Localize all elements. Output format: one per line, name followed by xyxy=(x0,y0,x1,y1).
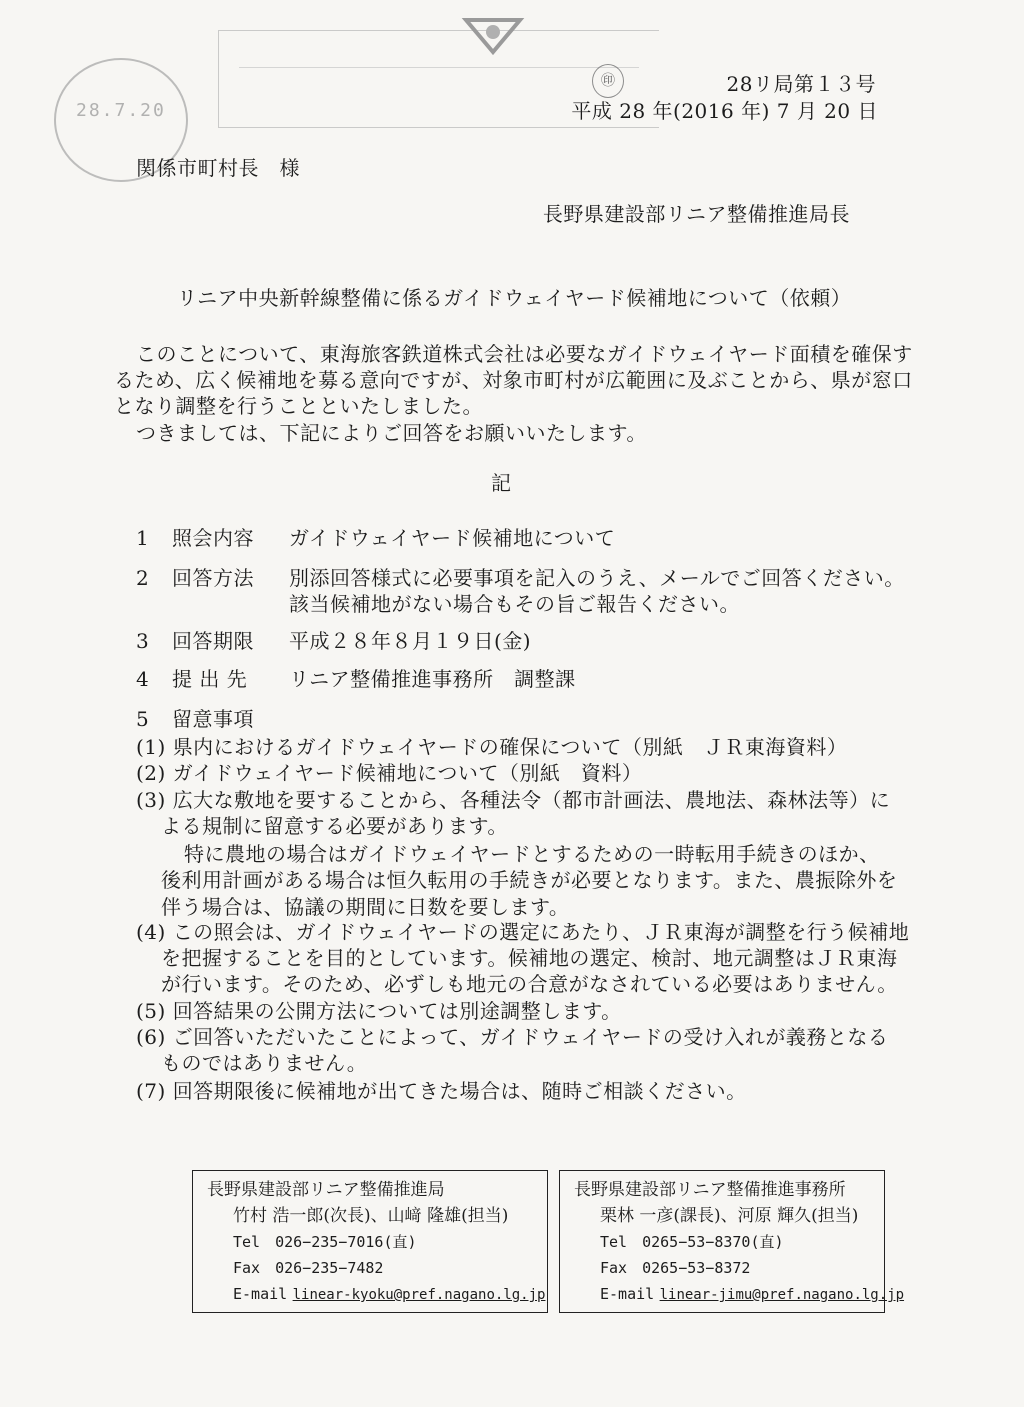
item-2-line2: 該当候補地がない場合もその旨ご報告ください。 xyxy=(289,592,740,616)
note-3-line: 特に農地の場合はガイドウェイヤードとするための一時転用手続きのほか、 xyxy=(184,842,880,866)
note-6-line: ものではありません。 xyxy=(161,1051,368,1075)
contact-box-jimusho xyxy=(559,1170,905,1313)
note-3-line: 後利用計画がある場合は恒久転用の手続きが必要となります。また、農振除外を xyxy=(161,868,898,892)
item-4: 4 提 出 先 リニア整備推進事務所 調整課 xyxy=(136,667,576,691)
contact-email-link[interactable]: linear-kyoku@pref.nagano.lg.jp xyxy=(292,1287,546,1303)
item-1: 1 照会内容 ガイドウェイヤード候補地について xyxy=(136,526,616,550)
contact-tel: Tel 026−235−7016(直) xyxy=(233,1233,417,1251)
note-3-line: 伴う場合は、協議の期間に日数を要します。 xyxy=(161,895,570,919)
date-received-stamp: 28.7.20 xyxy=(54,58,188,182)
note-4: (4) この照会は、ガイドウェイヤードの選定にあたり、ＪＲ東海が調整を行う候補地 xyxy=(136,920,910,944)
item-5: 5 留意事項 xyxy=(136,707,254,731)
document-number: 28リ局第１３号 xyxy=(726,72,876,96)
contact-persons: 竹村 浩一郎(次長)、山﨑 隆雄(担当) xyxy=(233,1206,509,1226)
body-line: つきましては、下記によりご回答をお願いいたします。 xyxy=(136,421,647,445)
note-5: (5) 回答結果の公開方法については別途調整します。 xyxy=(136,999,622,1023)
note-4-line: を把握することを目的としています。候補地の選定、検討、地元調整はＪＲ東海 xyxy=(161,946,898,970)
note-2: (2) ガイドウェイヤード候補地について（別紙 資料） xyxy=(136,761,643,785)
note-4-line: が行います。そのため、必ずしも地元の合意がなされている必要はありません。 xyxy=(161,972,898,996)
item-3: 3 回答期限 平成２８年８月１９日(金) xyxy=(136,629,532,653)
agency-logo-icon xyxy=(458,14,528,58)
note-7: (7) 回答期限後に候補地が出てきた場合は、随時ご相談ください。 xyxy=(136,1079,747,1103)
contact-email-label: E-mail xyxy=(600,1285,655,1303)
contact-fax: Fax 026−235−7482 xyxy=(233,1259,384,1277)
contact-tel: Tel 0265−53−8370(直) xyxy=(600,1233,784,1251)
note-6: (6) ご回答いただいたことによって、ガイドウェイヤードの受け入れが義務となる xyxy=(136,1025,889,1049)
contact-org: 長野県建設部リニア整備推進事務所 xyxy=(574,1180,846,1200)
contact-email-link[interactable]: linear-jimu@pref.nagano.lg.jp xyxy=(659,1287,905,1303)
note-1: (1) 県内におけるガイドウェイヤードの確保について（別紙 ＪＲ東海資料） xyxy=(136,735,848,759)
contact-org: 長野県建設部リニア整備推進局 xyxy=(207,1180,445,1200)
body-line: るため、広く候補地を募る意向ですが、対象市町村が広範囲に及ぶことから、県が窓口 xyxy=(114,368,913,392)
note-3: (3) 広大な敷地を要することから、各種法令（都市計画法、農地法、森林法等）に xyxy=(136,788,891,812)
note-3-line: よる規制に留意する必要があります。 xyxy=(161,814,508,838)
contact-box-kyoku xyxy=(192,1170,548,1313)
addressee: 関係市町村長 様 xyxy=(136,156,300,180)
sender: 長野県建設部リニア整備推進局長 xyxy=(542,202,850,226)
ki-heading: 記 xyxy=(491,471,512,495)
contact-persons: 栗林 一彦(課長)、河原 輝久(担当) xyxy=(600,1206,859,1226)
body-line: となり調整を行うことといたしました。 xyxy=(114,394,483,418)
document-title: リニア中央新幹線整備に係るガイドウェイヤード候補地について（依頼） xyxy=(177,286,852,310)
item-2: 2 回答方法 別添回答様式に必要事項を記入のうえ、メールでご回答ください。 xyxy=(136,566,905,590)
body-line: このことについて、東海旅客鉄道株式会社は必要なガイドウェイヤード面積を確保す xyxy=(136,342,913,366)
contact-email-label: E-mail xyxy=(233,1285,288,1303)
seal-stamp: ㊞ xyxy=(592,64,624,98)
document-date: 平成 28 年(2016 年) 7 月 20 日 xyxy=(571,99,878,123)
contact-fax: Fax 0265−53−8372 xyxy=(600,1259,751,1277)
